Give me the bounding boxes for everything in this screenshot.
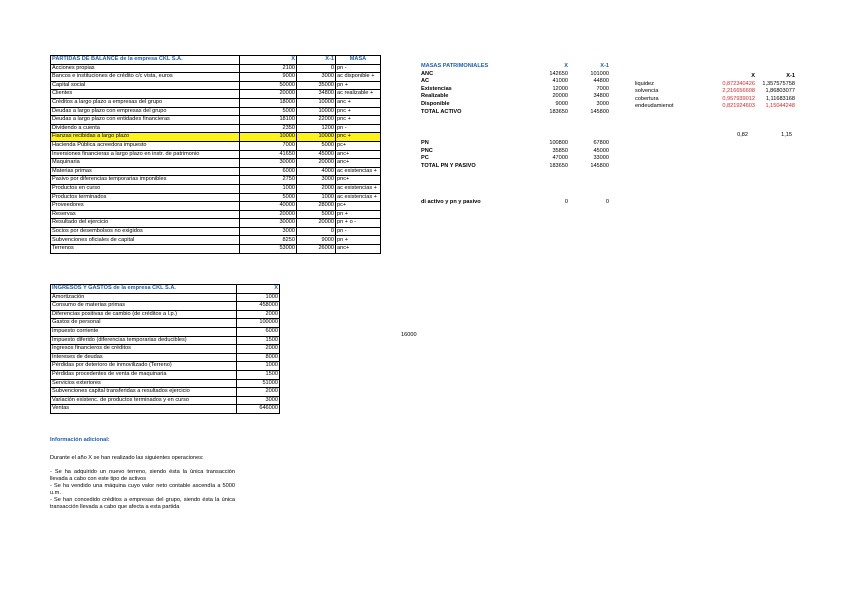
masas-row-x1: 145800: [590, 108, 609, 115]
ratio-row: [634, 103, 796, 111]
balance-row-masa: pnc +: [336, 133, 381, 142]
balance-row-label: Bancos e instituciones de crédito c/c vista, euros: [51, 73, 240, 82]
balance-row-label: Productos terminados: [51, 193, 240, 202]
income-row-x: 646000: [237, 405, 280, 414]
masas-row-x: 142650: [549, 70, 568, 77]
balance-row: [51, 210, 381, 219]
masas-diff-x1: 0: [605, 199, 609, 206]
balance-row-x: 50000: [240, 81, 297, 90]
balance-row-label: Reservas: [51, 210, 240, 219]
masas-row-x: 47000: [552, 155, 568, 162]
ratio-label: cobertura: [635, 95, 659, 102]
balance-row-x: 18000: [240, 98, 297, 107]
balance-row-masa: pc+: [336, 202, 381, 211]
balance-row-x1: 10000: [297, 133, 336, 142]
income-row: [51, 302, 280, 311]
masas-row-x: 183650: [549, 162, 568, 169]
info-item: - Se han concedido créditos a empresas del grupo, siendo ésta la única transacción llevada a cabo que afecta a esta partida: [50, 497, 235, 510]
income-row: [51, 362, 280, 371]
balance-row-x: 5000: [240, 107, 297, 116]
ratio-x1: 1,357575758: [762, 80, 795, 87]
info-item: - Se ha adquirido un nuevo terreno, siendo ésta la única transacción llevada a cabo con este tipo de activos: [50, 469, 235, 482]
income-col-x: X: [237, 285, 280, 294]
balance-row-label: Resultado del ejercicio: [51, 219, 240, 228]
balance-row: [51, 227, 381, 236]
income-row-x: 6000: [237, 327, 280, 336]
masas-row: [420, 109, 610, 117]
masas-row-x1: 3000: [596, 101, 609, 108]
balance-row-x: 20000: [240, 90, 297, 99]
income-row-x: 1000: [237, 362, 280, 371]
info-items: [50, 469, 235, 511]
balance-row: [51, 124, 381, 133]
masas-table: [420, 63, 610, 116]
balance-row: [51, 98, 381, 107]
balance-row-x: 2100: [240, 64, 297, 73]
balance-row: [51, 202, 381, 211]
balance-row: [51, 193, 381, 202]
balance-header-row: [51, 56, 381, 65]
ratio-x: 0,872340426: [722, 80, 755, 87]
balance-row: [51, 64, 381, 73]
masas-row: [420, 163, 610, 171]
balance-row-masa: pn +: [336, 236, 381, 245]
balance-row-label: Créditos a largo plazo a empresas del grupo: [51, 98, 240, 107]
masas-col-x1: X-1: [600, 63, 609, 70]
balance-row: [51, 176, 381, 185]
income-row: [51, 327, 280, 336]
balance-row-x1: 0: [297, 227, 336, 236]
balance-row: [51, 116, 381, 125]
balance-row-x1: 20000: [297, 159, 336, 168]
income-row-label: Amortización: [51, 293, 237, 302]
balance-row-x: 1000: [240, 184, 297, 193]
masas-title: MASAS PATRIMONIALES: [421, 63, 489, 70]
masas-row-x: 41000: [552, 78, 568, 85]
ratio-label: endeudamienot: [635, 103, 674, 110]
income-row-label: Ventas: [51, 405, 237, 414]
income-row-label: Consumo de materias primas: [51, 302, 237, 311]
masas-row-x: 20000: [552, 93, 568, 100]
balance-table: [50, 55, 381, 254]
balance-row-label: Clientes: [51, 90, 240, 99]
balance-row: [51, 184, 381, 193]
balance-row-masa: ac realizable +: [336, 90, 381, 99]
balance-row-masa: pc+: [336, 141, 381, 150]
balance-row-masa: pn +: [336, 210, 381, 219]
balance-row-label: Pasivo por diferencias temporarias imponibles: [51, 176, 240, 185]
masas-row-label: AC: [421, 78, 430, 85]
masas-row-x: 12000: [552, 85, 568, 92]
masas-row-label: ANC: [421, 70, 434, 77]
income-row-x: 2000: [237, 345, 280, 354]
balance-row-x: 30000: [240, 159, 297, 168]
masas-row-x1: 45000: [593, 147, 609, 154]
masas-pasivo-table: [420, 140, 610, 170]
income-title: INGRESOS Y GASTOS de la empresa CKL S.A.: [51, 285, 237, 294]
masas-row: [420, 148, 610, 156]
balance-row: [51, 133, 381, 142]
masas-row-label: PN: [421, 140, 429, 147]
masas-row-x1: 67800: [593, 140, 609, 147]
income-row-label: Intereses de deudas: [51, 353, 237, 362]
balance-row-x: 40000: [240, 202, 297, 211]
balance-row-x: 6000: [240, 167, 297, 176]
income-row: [51, 370, 280, 379]
info-intro: Durante el año X se han realizado las siguientes operaciones:: [50, 455, 204, 461]
info-title: Información adicional:: [50, 437, 110, 443]
balance-row-x1: 3000: [297, 73, 336, 82]
balance-row-masa: pn -: [336, 124, 381, 133]
balance-row-x: 5000: [240, 193, 297, 202]
balance-col-x: X: [240, 56, 297, 65]
balance-col-masa: MASA: [336, 56, 381, 65]
balance-row-x1: 10000: [297, 107, 336, 116]
income-row-label: Pérdidas por deterioro de inmovilizado (Terreno): [51, 362, 237, 371]
income-row: [51, 345, 280, 354]
balance-row-x1: 10000: [297, 98, 336, 107]
balance-row: [51, 73, 381, 82]
balance-row-x1: 20000: [297, 219, 336, 228]
ratios-table: [634, 73, 796, 111]
balance-row-x1: 9000: [297, 236, 336, 245]
balance-row-x: 10000: [240, 133, 297, 142]
balance-row-masa: pn -: [336, 227, 381, 236]
balance-row-x1: 3000: [297, 176, 336, 185]
masas-row-x1: 44800: [593, 78, 609, 85]
balance-row-x1: 2000: [297, 184, 336, 193]
balance-row-x: 3000: [240, 227, 297, 236]
balance-row-label: Deudas a largo plazo con empresas del grupo: [51, 107, 240, 116]
masas-row: [420, 101, 610, 109]
masas-header-row: [420, 63, 610, 71]
floating-value: 16000: [401, 332, 417, 338]
masas-row-label: PNC: [421, 147, 433, 154]
masas-row-x1: 34800: [593, 93, 609, 100]
balance-row-label: Inversiones financieras a largo plazo en instr. de patrimonio: [51, 150, 240, 159]
masas-row-label: TOTAL ACTIVO: [421, 108, 462, 115]
masas-row-x1: 33000: [593, 155, 609, 162]
balance-row-masa: pn -: [336, 64, 381, 73]
balance-row: [51, 141, 381, 150]
balance-row-x1: 5000: [297, 210, 336, 219]
balance-row: [51, 167, 381, 176]
income-row: [51, 353, 280, 362]
balance-row-x1: 5000: [297, 141, 336, 150]
income-row: [51, 405, 280, 414]
balance-row-masa: ac existencias +: [336, 184, 381, 193]
masas-row-label: Realizable: [421, 93, 449, 100]
balance-row-label: Fianzas recibidas a largo plazo: [51, 133, 240, 142]
balance-row-x: 7000: [240, 141, 297, 150]
ratio-x1: 1,86803077: [765, 88, 795, 95]
ratio-label: solvencia: [635, 88, 659, 95]
masas-row: [420, 71, 610, 79]
income-row-label: Diferencias positivas de cambio (de créditos a l.p.): [51, 310, 237, 319]
masas-row-label: PC: [421, 155, 429, 162]
masas-row: [420, 140, 610, 148]
masas-row: [420, 155, 610, 163]
balance-row-masa: pnc +: [336, 116, 381, 125]
balance-row-masa: anc+: [336, 159, 381, 168]
income-row-label: Impuesto diferido (diferencias temporarias deducibles): [51, 336, 237, 345]
balance-row: [51, 219, 381, 228]
masas-col-x: X: [564, 63, 568, 70]
income-row-label: Servicios exteriores: [51, 379, 237, 388]
income-row-label: Subvenciones capital transferidas a resultados ejercicio: [51, 388, 237, 397]
balance-row-x: 18100: [240, 116, 297, 125]
balance-row-masa: ac existencias +: [336, 193, 381, 202]
balance-row-masa: pnc +: [336, 107, 381, 116]
ratio-extra-x: 0,82: [737, 132, 748, 138]
balance-row-x1: 28000: [297, 202, 336, 211]
income-row-x: 3000: [237, 396, 280, 405]
masas-diff-row: [420, 199, 610, 207]
balance-row-masa: anc+: [336, 245, 381, 254]
balance-row-label: Capital social: [51, 81, 240, 90]
income-row-x: 2000: [237, 388, 280, 397]
balance-row-label: Socios por desembolsos no exigidos: [51, 227, 240, 236]
masas-diff-label: di activo y pn y pasivo: [421, 199, 481, 206]
balance-row-x1: 1200: [297, 124, 336, 133]
masas-row: [420, 78, 610, 86]
masas-row-label: Existencias: [421, 85, 452, 92]
balance-row-x1: 0: [297, 64, 336, 73]
masas-row-x: 183650: [549, 108, 568, 115]
ratios-header-row: [634, 73, 796, 81]
income-header-row: [51, 285, 280, 294]
balance-row-label: Productos en curso: [51, 184, 240, 193]
balance-row: [51, 81, 381, 90]
balance-row-label: Proveedores: [51, 202, 240, 211]
masas-row: [420, 86, 610, 94]
balance-row-x1: 22000: [297, 116, 336, 125]
balance-row-label: Hacienda Pública acreedora impuesto: [51, 141, 240, 150]
balance-row-x1: 26000: [297, 245, 336, 254]
ratio-x: 0,957939012: [722, 95, 755, 102]
ratio-row: [634, 81, 796, 89]
balance-row-x1: 34800: [297, 90, 336, 99]
masas-row-x: 100800: [549, 140, 568, 147]
income-row: [51, 396, 280, 405]
balance-row-label: Materias primas: [51, 167, 240, 176]
income-row-label: Ingresos financieros de créditos: [51, 345, 237, 354]
balance-row-label: Dividendo a cuenta: [51, 124, 240, 133]
masas-row-label: TOTAL PN Y PASIVO: [421, 162, 476, 169]
income-row: [51, 319, 280, 328]
masas-row-label: Disponible: [421, 101, 450, 108]
income-row: [51, 379, 280, 388]
balance-row-x: 2750: [240, 176, 297, 185]
balance-row-masa: ac disponible +: [336, 73, 381, 82]
balance-row-x1: 1000: [297, 193, 336, 202]
ratio-extra-x1: 1,15: [781, 132, 792, 138]
balance-row-masa: pnc+: [336, 176, 381, 185]
ratios-col-x1: X-1: [786, 73, 795, 80]
masas-diff-x: 0: [564, 199, 568, 206]
masas-row: [420, 93, 610, 101]
income-row-label: Gastos de personal: [51, 319, 237, 328]
ratio-row: [634, 88, 796, 96]
balance-row-x1: 4000: [297, 167, 336, 176]
balance-row-x1: 45000: [297, 150, 336, 159]
balance-row-label: Terrenos: [51, 245, 240, 254]
balance-row: [51, 159, 381, 168]
masas-row-x: 35850: [552, 147, 568, 154]
balance-row-x: 41650: [240, 150, 297, 159]
balance-row-masa: pn + o -: [336, 219, 381, 228]
balance-row-x: 53000: [240, 245, 297, 254]
balance-row-label: Subvenciones oficiales de capital: [51, 236, 240, 245]
income-row: [51, 336, 280, 345]
balance-row-x: 2350: [240, 124, 297, 133]
balance-row-x: 8250: [240, 236, 297, 245]
ratio-row: [634, 96, 796, 104]
income-row: [51, 388, 280, 397]
masas-row-x1: 145800: [590, 162, 609, 169]
balance-row-x: 20000: [240, 210, 297, 219]
ratio-x: 2,216656608: [722, 88, 755, 95]
ratio-x1: 1,11683168: [765, 95, 795, 102]
balance-row: [51, 245, 381, 254]
balance-row-label: Acciones propias: [51, 64, 240, 73]
income-row-label: Impuesto corriente: [51, 327, 237, 336]
income-row-x: 1500: [237, 336, 280, 345]
ratio-x1: 1,15044248: [765, 103, 795, 110]
income-row-label: Pérdidas procedentes de venta de maquinaria: [51, 370, 237, 379]
info-item: - Se ha vendido una máquina cuyo valor neto contable ascendía a 5000 u.m.: [50, 483, 235, 496]
balance-row-masa: pn +: [336, 81, 381, 90]
income-row-x: 8000: [237, 353, 280, 362]
income-row: [51, 293, 280, 302]
income-table: [50, 284, 280, 414]
balance-title: PARTIDAS DE BALANCE de la empresa CKL S.A.: [51, 56, 240, 65]
income-row-x: 2000: [237, 310, 280, 319]
masas-row-x: 9000: [555, 101, 568, 108]
balance-row-masa: anc +: [336, 98, 381, 107]
income-row-x: 1000: [237, 293, 280, 302]
balance-row: [51, 150, 381, 159]
balance-row-label: Deudas a largo plazo con entidades financieras: [51, 116, 240, 125]
income-row-x: 100000: [237, 319, 280, 328]
masas-diff-table: [420, 199, 610, 207]
balance-row-label: Maquinaria: [51, 159, 240, 168]
masas-row-x1: 7000: [596, 85, 609, 92]
balance-row: [51, 107, 381, 116]
balance-row: [51, 236, 381, 245]
ratio-x: 0,821924603: [722, 103, 755, 110]
ratio-label: liquidez: [635, 80, 654, 87]
masas-row-x1: 101000: [590, 70, 609, 77]
income-row-x: 51000: [237, 379, 280, 388]
balance-row: [51, 90, 381, 99]
income-row-label: Variación existenc. de productos terminados y en curso: [51, 396, 237, 405]
info-text: [50, 455, 235, 511]
balance-row-x1: 35000: [297, 81, 336, 90]
income-row: [51, 310, 280, 319]
income-row-x: 1500: [237, 370, 280, 379]
balance-row-masa: anc+: [336, 150, 381, 159]
balance-col-x1: X-1: [297, 56, 336, 65]
balance-row-x: 9000: [240, 73, 297, 82]
ratios-col-x: X: [751, 73, 755, 80]
balance-row-x: 30000: [240, 219, 297, 228]
income-row-x: 458000: [237, 302, 280, 311]
balance-row-masa: ac existencias +: [336, 167, 381, 176]
